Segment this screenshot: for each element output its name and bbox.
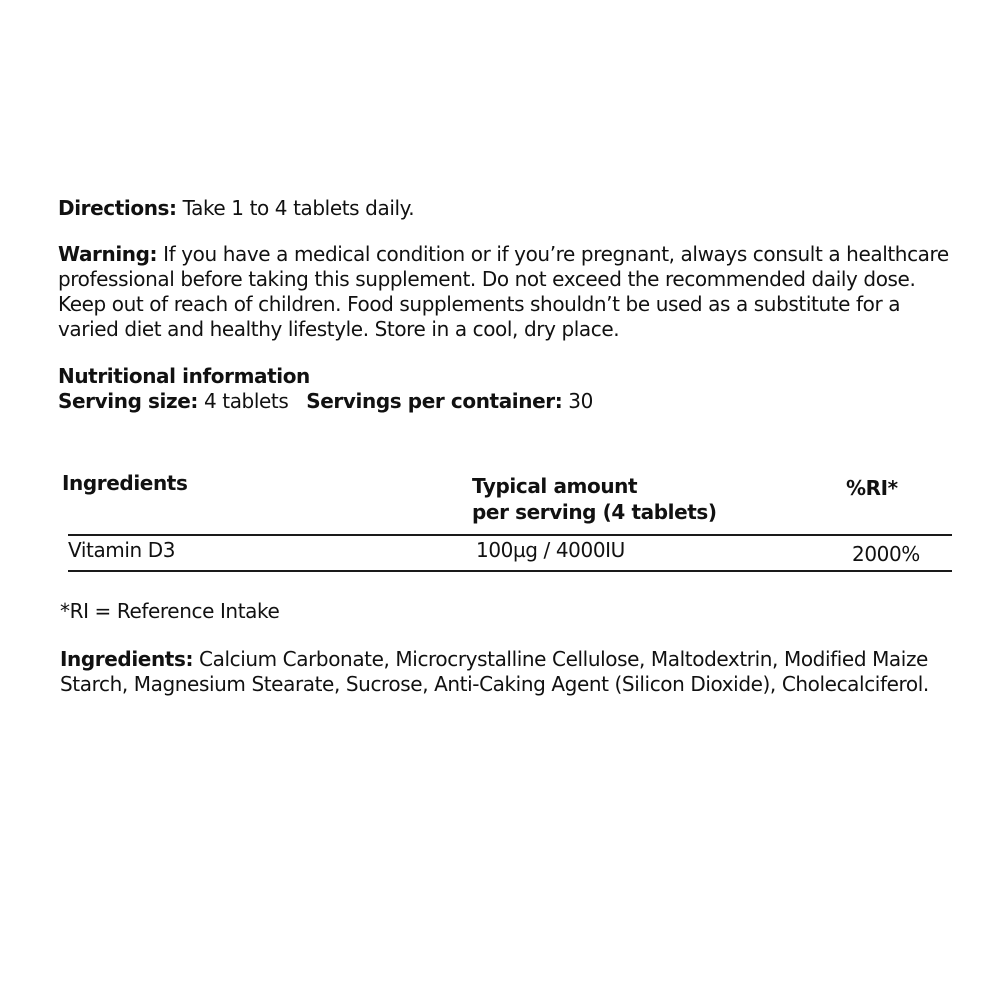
nutrition-heading: Nutritional information [58,364,310,388]
servings-per-container-value: 30 [562,389,593,413]
row-amount: 100µg / 4000IU [476,538,625,562]
header-amount-line2: per serving (4 tablets) [472,500,717,524]
directions-text: Take 1 to 4 tablets daily. [176,196,415,220]
warning-label: Warning: [58,242,158,266]
table-rule-bottom [68,570,952,572]
servings-per-container-label: Servings per container: [306,389,563,413]
ingredients-paragraph [60,647,940,697]
row-ingredient: Vitamin D3 [68,538,176,562]
serving-info [58,389,958,414]
warning-paragraph [58,242,958,342]
serving-size-value: 4 tablets [198,389,289,413]
header-typical-amount [472,473,717,525]
header-ingredients: Ingredients [62,471,188,495]
header-ri: %RI* [846,476,898,500]
nutrition-section [58,364,958,414]
warning-text: If you have a medical condition or if you’re pregnant, always consult a healthcare professional before taking this supplement. Do not exceed the recommended daily dose. Keep out of reach of children. Food supplements shouldn’t be used as a substitute for a varied diet and healthy lifestyle. Store in a cool, dry place. [58,242,949,341]
nutrition-table [62,470,952,578]
ingredients-text: Calcium Carbonate, Microcrystalline Cellulose, Maltodextrin, Modified Maize Starch, Magnesium Stearate, Sucrose, Anti-Caking Agent (Silicon Dioxide), Cholecalciferol. [60,647,929,696]
header-amount-line1: Typical amount [472,474,638,498]
directions-label: Directions: [58,196,177,220]
ri-footnote: *RI = Reference Intake [60,599,280,623]
ingredients-label: Ingredients: [60,647,194,671]
table-rule-top [68,534,952,536]
row-ri: 2000% [852,542,920,566]
serving-size-label: Serving size: [58,389,199,413]
directions-paragraph [58,196,958,221]
